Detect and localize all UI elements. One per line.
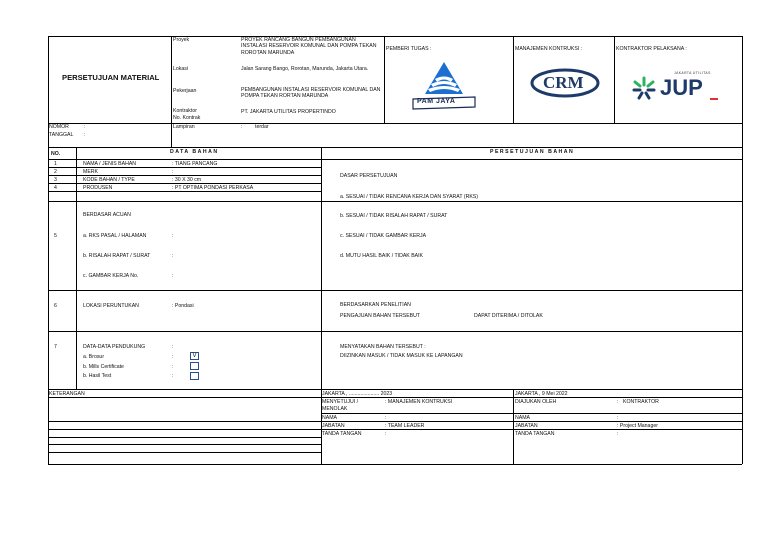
row-4-no: 4 xyxy=(54,185,57,191)
jup-logo xyxy=(632,70,722,106)
acuan-c-colon: : xyxy=(172,273,174,279)
pendukung-b: b. Mills Certificate xyxy=(83,364,124,370)
lokasi-label: Lokasi xyxy=(173,66,188,72)
pendukung-a-colon: : xyxy=(172,354,174,360)
diizinkan-text: DIIZINKAN MASUK / TIDAK MASUK KE LAPANGAN xyxy=(340,353,463,359)
row-1-no: 1 xyxy=(54,161,57,167)
mk-jabatan-value: : TEAM LEADER xyxy=(385,423,425,429)
jakarta-date-mk: JAKARTA , ..................... 2023 xyxy=(322,391,393,397)
mk-jabatan-label: JABATAN xyxy=(322,423,345,429)
approval-opt-b: b. SESUAI / TIDAK RISALAH RAPAT / SURAT xyxy=(340,213,448,219)
col-persetujuan-header: PERSETUJUAN BAHAN xyxy=(490,149,575,155)
row-2-value: : xyxy=(172,169,174,175)
approval-opt-a: a. SESUAI / TIDAK RENCANA KERJA DAN SYARAT (RKS) xyxy=(340,194,478,200)
brosur-check-mark: V xyxy=(192,353,197,359)
row-3-label: KODE BAHAN / TYPE xyxy=(83,177,135,183)
lokasi-value: Jalan Sarang Bango, Rorotan, Marunda, Jakarta Utara. xyxy=(241,66,369,72)
kontraktor-colon: : xyxy=(617,399,619,405)
row-4-value: : PT OPTIMA PONDASI PERKASA xyxy=(172,185,254,191)
jup-accent xyxy=(710,98,718,100)
acuan-a-colon: : xyxy=(172,233,174,239)
jup-asterisk-icon xyxy=(632,76,656,102)
crm-logo xyxy=(530,68,600,98)
menolak-label: MENOLAK xyxy=(322,406,348,412)
pam-jaya-text: PAM JAYA xyxy=(417,98,456,105)
pam-jaya-logo xyxy=(411,60,477,110)
row-1-value: : TIANG PANCANG xyxy=(172,161,218,167)
no-kontrak-label: No. Kontrak xyxy=(173,115,201,121)
k-tanda-tangan-label: TANDA TANGAN xyxy=(515,431,555,437)
mills-certificate-checkbox[interactable] xyxy=(190,362,199,370)
crm-text: CRM xyxy=(543,73,584,92)
col-no-header: NO. xyxy=(51,151,61,157)
k-jabatan-label: JABATAN xyxy=(515,423,538,429)
penelitian-text: BERDASARKAN PENELITIAN xyxy=(340,302,411,308)
jup-small-text: JAKARTA UTILITAS xyxy=(674,71,711,75)
lampiran-label: Lampiran xyxy=(173,124,195,130)
jup-text: JUP xyxy=(660,75,703,100)
proyek-label: Proyek xyxy=(173,37,190,43)
mk-nama-colon: : xyxy=(385,415,387,421)
pekerjaan-value: PEMBANGUNAN INSTALASI RESERVOIR KOMUNAL DAN POMPA TEKAN RORTAN MARUNDA xyxy=(241,87,381,100)
approval-opt-c: c. SESUAI / TIDAK GAMBAR KERJA xyxy=(340,233,427,239)
row-3-no: 3 xyxy=(54,177,57,183)
tanggal-colon: : xyxy=(84,132,86,138)
mk-tanda-tangan-colon: : xyxy=(385,431,387,437)
row-6-no: 6 xyxy=(54,303,57,309)
mk-tanda-tangan-label: TANDA TANGAN xyxy=(322,431,362,437)
acuan-c: c. GAMBAR KERJA No. xyxy=(83,273,139,279)
row-1-label: NAMA / JENIS BAHAN xyxy=(83,161,137,167)
row-2-no: 2 xyxy=(54,169,57,175)
acuan-a: a. RKS PASAL / HALAMAN xyxy=(83,233,147,239)
nomor-colon: : xyxy=(84,124,86,130)
pendukung-title: DATA-DATA PENDUKUNG xyxy=(83,344,146,350)
acuan-title: BERDASAR ACUAN xyxy=(83,212,131,218)
pendukung-a: a. Brosur xyxy=(83,354,105,360)
k-tanda-tangan-colon: : xyxy=(617,431,619,437)
keterangan-label: KETERANGAN xyxy=(49,391,85,397)
tanggal-label: TANGGAL xyxy=(49,132,74,138)
hasil-test-checkbox[interactable] xyxy=(190,372,199,380)
pendukung-b-colon: : xyxy=(172,364,174,370)
kontraktor-role: KONTRAKTOR xyxy=(623,399,659,405)
lampiran-value: terdar xyxy=(255,124,269,130)
pekerjaan-label: Pekerjaan xyxy=(173,88,197,94)
diterima-text: DAPAT DITERIMA / DITOLAK xyxy=(474,313,543,319)
menyetujui-label: MENYETUJUI / xyxy=(322,399,359,405)
menyatakan-text: MENYATAKAN BAHAN TERSEBUT : xyxy=(340,344,426,350)
row-5-no: 5 xyxy=(54,233,57,239)
dasar-persetujuan: DASAR PERSETUJUAN xyxy=(340,173,398,179)
pemberi-tugas-label: PEMBERI TUGAS : xyxy=(386,46,432,52)
row-6-label: LOKASI PERUNTUKAN xyxy=(83,303,139,309)
mk-role: : MANAJEMEN KONTRUKSI xyxy=(385,399,453,405)
row-4-label: PRODUSEN xyxy=(83,185,113,191)
acuan-b-colon: : xyxy=(172,253,174,259)
kontraktor-pelaksana-label: KONTRAKTOR PELAKSANA : xyxy=(616,46,687,52)
mk-nama-label: NAMA xyxy=(322,415,337,421)
proyek-value: PROYEK RANCANG BANGUN PEMBANGUNAN INSTALASI RESERVOIR KOMUNAL DAN POMPA TEKAN ROROTAN MARUNDA xyxy=(241,37,377,56)
pendukung-colon: : xyxy=(172,344,174,350)
approval-opt-d: d. MUTU HASIL BAIK / TIDAK BAIK xyxy=(340,253,424,259)
k-nama-colon: : xyxy=(617,415,619,421)
pengajuan-text: PENGAJUAN BAHAN TERSEBUT xyxy=(340,313,421,319)
jakarta-date-k: JAKARTA , 9 Mei 2022 xyxy=(515,391,568,397)
col-data-bahan-header: DATA BAHAN xyxy=(170,149,219,155)
row-6-value: : Pondasi xyxy=(172,303,194,309)
kontraktor-value: PT. JAKARTA UTILITAS PROPERTINDO xyxy=(241,109,336,115)
row-2-label: MERK xyxy=(83,169,98,175)
pendukung-c-colon: : xyxy=(172,373,174,379)
acuan-b: b. RISALAH RAPAT / SURAT xyxy=(83,253,151,259)
kontraktor-label: Kontraktor xyxy=(173,108,197,114)
pendukung-c: b. Hasil Test xyxy=(83,373,112,379)
lampiran-colon: : xyxy=(241,124,243,130)
nomor-label: NOMOR xyxy=(49,124,69,130)
doc-title: PERSETUJUAN MATERIAL xyxy=(62,73,160,82)
k-jabatan-value: : Project Manager xyxy=(617,423,658,429)
diajukan-oleh-label: DIAJUKAN OLEH xyxy=(515,399,557,405)
k-nama-label: NAMA xyxy=(515,415,530,421)
row-3-value: : 30 X 30 cm xyxy=(172,177,202,183)
row-7-no: 7 xyxy=(54,344,57,350)
manajemen-label: MANAJEMEN KONTRUKSI : xyxy=(515,46,583,52)
brosur-checkbox[interactable] xyxy=(190,352,199,360)
